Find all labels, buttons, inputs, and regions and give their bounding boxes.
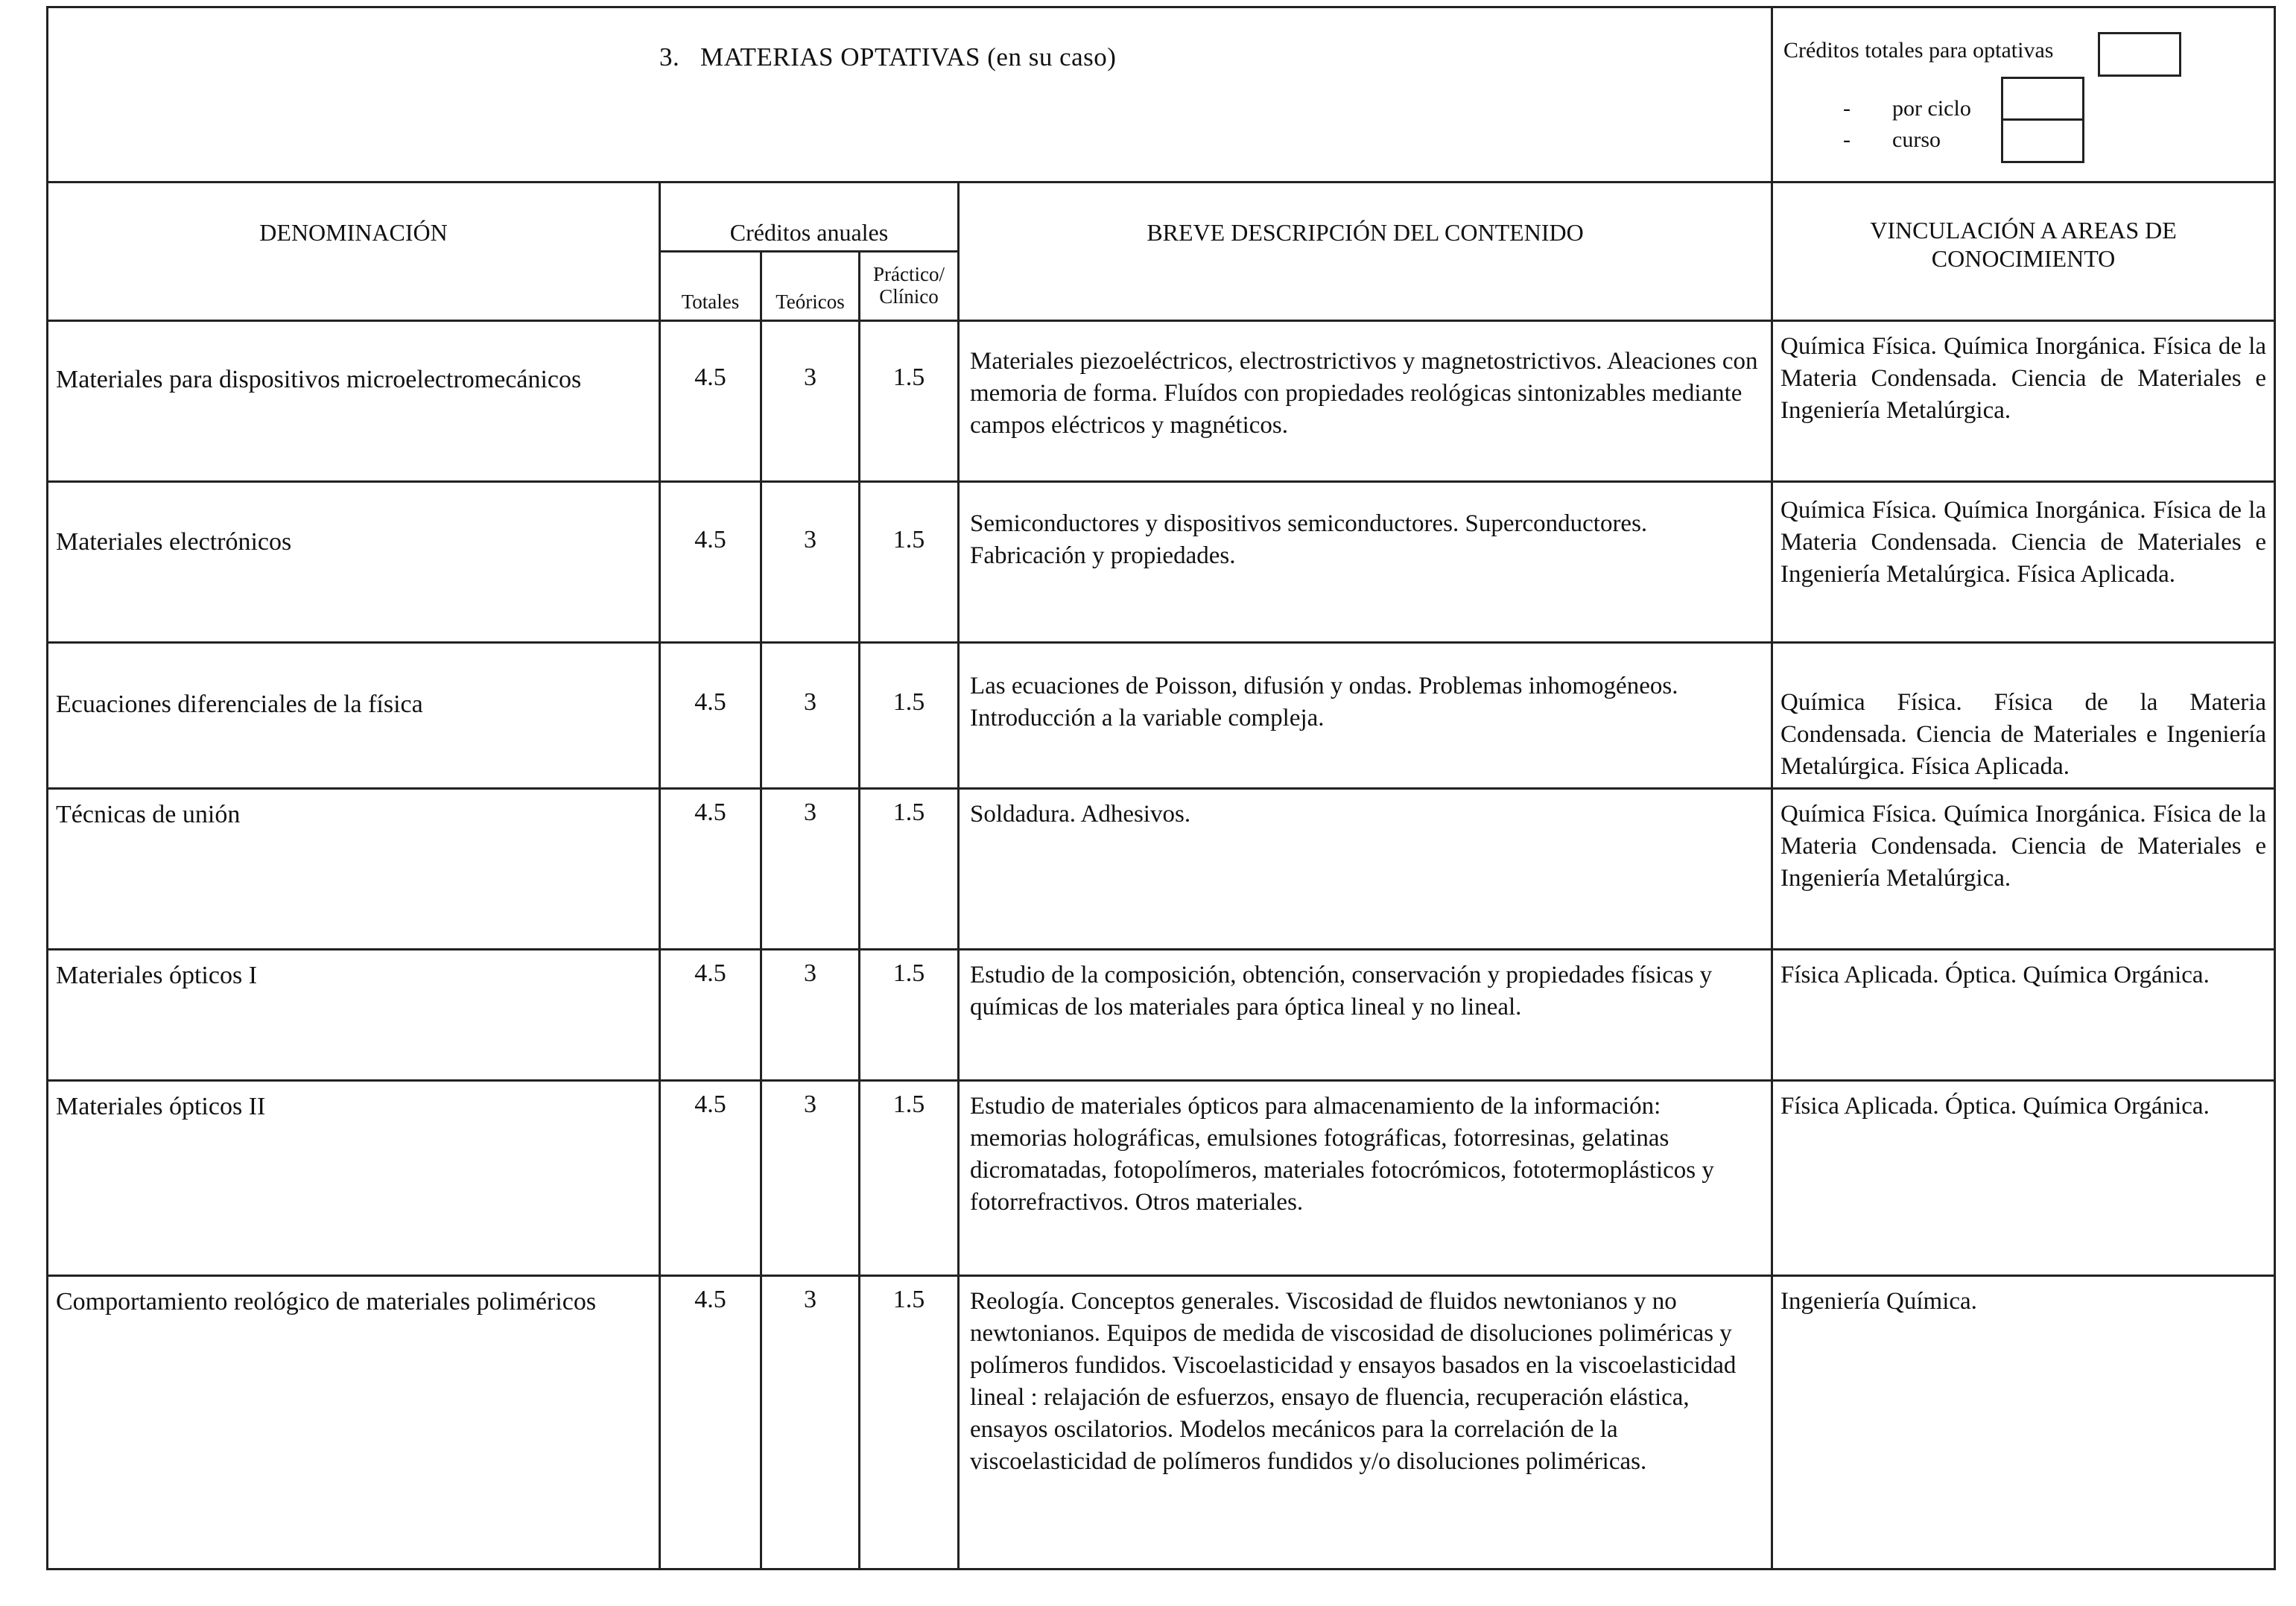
description-text: Materiales piezoeléctricos, electrostrictivos y magnetostrictivos. Aleaciones con memoria de forma. Fluídos con propiedades reológicas sintonizables mediante campos eléctricos y magnéticos. [970,348,1758,439]
section-title-text: MATERIAS OPTATIVAS (en su caso) [700,42,1117,72]
totals-cell [660,789,761,950]
annual-credits-label: Créditos anuales [729,219,889,246]
subject-name: Técnicas de unión [56,801,241,828]
theoretical-value: 3 [804,364,816,391]
areas-text: Química Física. Química Inorgánica. Física de la Materia Condensada. Ciencia de Materiales e Ingeniería Metalúrgica. [1780,801,2267,892]
description-text: Estudio de la composición, obtención, conservación y propiedades físicas y químicas de los materiales para óptica lineal y no lineal. [970,962,1713,1021]
table-row [48,482,2275,643]
description-text: Las ecuaciones de Poisson, difusión y ondas. Problemas inhomogéneos. Introducción a la variable compleja. [970,673,1678,731]
areas-text: Química Física. Física de la Materia Condensada. Ciencia de Materiales e Ingeniería Metalúrgica. Física Aplicada. [1780,689,2267,780]
practical-value: 1.5 [892,1091,925,1118]
totals-value: 4.5 [694,688,726,716]
description-cell [959,482,1772,643]
subject-name-cell [48,1276,660,1570]
description-header-label: BREVE DESCRIPCIÓN DEL CONTENIDO [1147,219,1584,246]
per-cycle-label: por ciclo [1892,96,1971,121]
practical-header-line1: Práctico/ [873,263,945,285]
practical-cell [860,789,959,950]
practical-value: 1.5 [892,526,925,553]
table-row [48,950,2275,1081]
totals-value: 4.5 [694,526,726,553]
subject-name-cell [48,789,660,950]
denomination-header [48,182,660,321]
areas-cell [1772,1081,2275,1276]
table-row [48,1081,2275,1276]
areas-cell [1772,321,2275,482]
subject-name-cell [48,643,660,789]
practical-header [860,252,959,321]
annual-credits-header [660,182,959,252]
description-cell [959,789,1772,950]
theoretical-cell [761,1081,860,1276]
subject-name-cell [48,950,660,1081]
theoretical-value: 3 [804,688,816,716]
theoretical-cell [761,789,860,950]
practical-value: 1.5 [892,364,925,391]
totals-header: Totales [660,252,761,321]
theoretical-value: 3 [804,526,816,553]
areas-text: Ingeniería Química. [1780,1288,1977,1315]
subject-name-cell [48,321,660,482]
theoretical-header: Teóricos [761,252,860,321]
credits-summary-cell [1772,7,2275,182]
areas-cell [1772,643,2275,789]
description-text: Soldadura. Adhesivos. [970,801,1191,828]
totals-cell [660,643,761,789]
table-row [48,1276,2275,1570]
optional-subjects-table [46,6,2276,1570]
areas-text: Química Física. Química Inorgánica. Física de la Materia Condensada. Ciencia de Materiales e Ingeniería Metalúrgica. [1780,333,2267,424]
areas-cell [1772,1276,2275,1570]
subject-name: Materiales ópticos II [56,1093,266,1120]
practical-value: 1.5 [892,688,925,716]
areas-cell [1772,950,2275,1081]
theoretical-cell [761,950,860,1081]
course-dash: - [1843,127,1851,152]
practical-cell [860,321,959,482]
subject-name: Comportamiento reológico de materiales poliméricos [56,1288,597,1315]
description-text: Reología. Conceptos generales. Viscosidad de fluidos newtonianos y no newtonianos. Equipos de medida de viscosidad de disoluciones poliméricas y polímeros fundidos. Viscoelasticidad y ensayos basados en la viscoelasticidad lineal : relajación de esfuerzos, ensayo de fluencia, recuperación elástica, ensayos oscilatorios. Modelos mecánicos para la correlación de la viscoelasticidad de polímeros fundidos y/o disoluciones poliméricas. [970,1288,1737,1475]
practical-header-line2: Clínico [879,285,939,308]
description-cell [959,1081,1772,1276]
totals-value: 4.5 [694,364,726,391]
description-cell [959,1276,1772,1570]
practical-value: 1.5 [892,959,925,987]
course-label: curso [1892,127,1941,152]
section-number: 3. [659,42,680,72]
practical-cell [860,482,959,643]
areas-header [1772,182,2275,321]
description-cell [959,321,1772,482]
theoretical-cell [761,643,860,789]
totals-cell [660,1276,761,1570]
description-cell [959,643,1772,789]
totals-value: 4.5 [694,1286,726,1313]
areas-text: Física Aplicada. Óptica. Química Orgánica. [1780,1093,2210,1120]
subject-name: Materiales electrónicos [56,528,292,556]
subject-name: Materiales para dispositivos microelectromecánicos [56,366,582,393]
areas-cell [1772,789,2275,950]
table-row [48,643,2275,789]
theoretical-value: 3 [804,959,816,987]
practical-value: 1.5 [892,1286,925,1313]
totals-cell [660,482,761,643]
theoretical-value: 3 [804,1286,816,1313]
areas-header-line1: VINCULACIÓN A AREAS DE [1870,217,2177,244]
totals-cell [660,321,761,482]
section-header-row [48,7,2275,182]
totals-value: 4.5 [694,959,726,987]
practical-cell [860,1081,959,1276]
areas-text: Física Aplicada. Óptica. Química Orgánica. [1780,962,2210,988]
subject-name-cell [48,482,660,643]
theoretical-cell [761,1276,860,1570]
table-row [48,789,2275,950]
practical-cell [860,1276,959,1570]
per-cycle-course-divider [2003,118,2082,121]
description-header [959,182,1772,321]
totals-value: 4.5 [694,799,726,826]
practical-cell [860,643,959,789]
subject-name-cell [48,1081,660,1276]
totals-cell [660,950,761,1081]
description-text: Estudio de materiales ópticos para almacenamiento de la información: memorias holográficas, emulsiones fotográficas, fotorresinas, gelatinas dicromatadas, fotopolímeros, materiales fotocrómicos, fototermoplásticos y fotorrefractivos. Otros materiales. [970,1093,1714,1216]
theoretical-cell [761,482,860,643]
per-cycle-course-box[interactable] [2001,77,2084,163]
theoretical-value: 3 [804,1091,816,1118]
section-title [659,42,1116,72]
theoretical-value: 3 [804,799,816,826]
plan-table-sheet [46,6,2274,1606]
practical-cell [860,950,959,1081]
subject-name: Ecuaciones diferenciales de la física [56,691,423,718]
theoretical-cell [761,321,860,482]
table-row [48,321,2275,482]
denomination-header-label: DENOMINACIÓN [259,219,448,246]
totals-value: 4.5 [694,1091,726,1118]
column-header-row-1 [48,182,2275,252]
description-cell [959,950,1772,1081]
totals-cell [660,1081,761,1276]
description-text: Semiconductores y dispositivos semiconductores. Superconductores. Fabricación y propiedades. [970,510,1648,569]
total-optional-credits-label: Créditos totales para optativas [1783,38,2054,63]
areas-text: Química Física. Química Inorgánica. Física de la Materia Condensada. Ciencia de Materiales e Ingeniería Metalúrgica. Física Aplicada. [1780,497,2267,588]
section-title-cell [48,7,1772,182]
practical-value: 1.5 [892,799,925,826]
per-cycle-dash: - [1843,96,1851,121]
subject-name: Materiales ópticos I [56,962,258,989]
total-optional-credits-box[interactable] [2098,32,2181,77]
areas-cell [1772,482,2275,643]
areas-header-line2: CONOCIMIENTO [1931,245,2116,272]
